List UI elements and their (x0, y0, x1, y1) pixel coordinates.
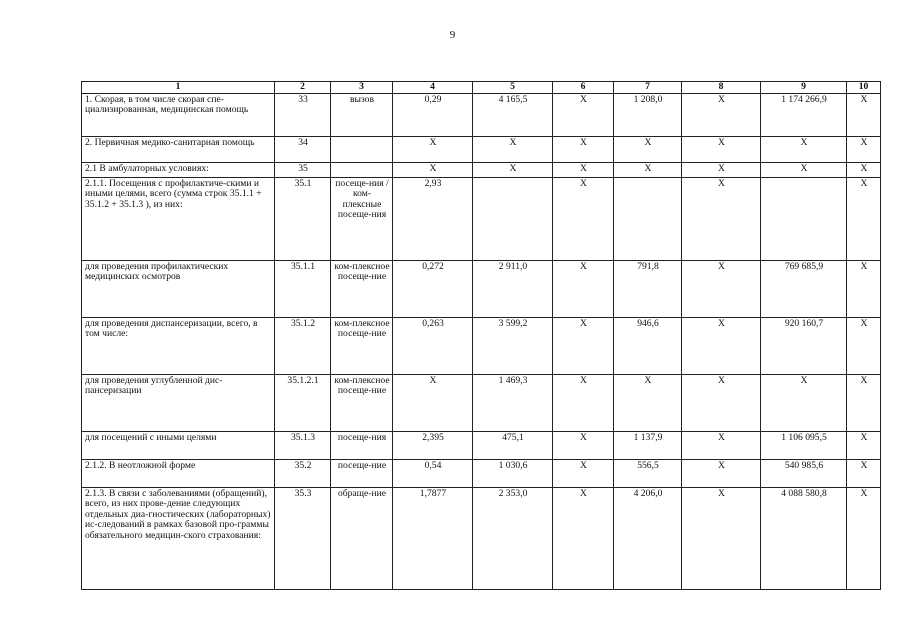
cell-col5: 1 030,6 (473, 460, 553, 488)
cell-col5 (473, 178, 553, 261)
header-cell: 10 (847, 82, 881, 94)
cell-col9: X (761, 137, 847, 163)
cell-col4: 0,54 (393, 460, 473, 488)
cell-col9: 540 985,6 (761, 460, 847, 488)
page-number: 9 (449, 29, 456, 41)
cell-col10: X (847, 137, 881, 163)
cell-col5: 4 165,5 (473, 94, 553, 137)
cell-col8: X (682, 137, 761, 163)
header-cell: 2 (275, 82, 331, 94)
row-unit: посеще-ние (331, 460, 393, 488)
cell-col7: 1 137,9 (614, 432, 682, 460)
cell-col5: X (473, 163, 553, 178)
cell-col7: X (614, 375, 682, 432)
cell-col6: X (553, 488, 614, 590)
row-unit: посеще-ния / ком-плексные посеще-ния (331, 178, 393, 261)
table-row (82, 432, 881, 460)
table-row (82, 375, 881, 432)
cell-col8: X (682, 488, 761, 590)
row-unit: вызов (331, 94, 393, 137)
header-cell: 4 (393, 82, 473, 94)
cell-col9: 920 160,7 (761, 318, 847, 375)
cell-col4: 0,263 (393, 318, 473, 375)
row-label: для посещений с иными целями (82, 432, 275, 460)
cell-col7: X (614, 163, 682, 178)
cell-col9 (761, 178, 847, 261)
header-cell: 1 (82, 82, 275, 94)
row-code: 35.1 (275, 178, 331, 261)
header-cell: 8 (682, 82, 761, 94)
cell-col8: X (682, 94, 761, 137)
cell-col9: 1 174 266,9 (761, 94, 847, 137)
row-unit (331, 137, 393, 163)
cell-col10: X (847, 178, 881, 261)
cell-col10: X (847, 375, 881, 432)
header-cell: 7 (614, 82, 682, 94)
row-label: для проведения диспансеризации, всего, в том числе: (82, 318, 275, 375)
cell-col10: X (847, 460, 881, 488)
cell-col5: 3 599,2 (473, 318, 553, 375)
cell-col6: X (553, 137, 614, 163)
cell-col4: 1,7877 (393, 488, 473, 590)
cell-col4: X (393, 163, 473, 178)
cell-col5: 2 911,0 (473, 261, 553, 318)
cell-col9: 4 088 580,8 (761, 488, 847, 590)
cell-col5: X (473, 137, 553, 163)
row-unit (331, 163, 393, 178)
cell-col7: 791,8 (614, 261, 682, 318)
header-cell: 6 (553, 82, 614, 94)
cell-col5: 1 469,3 (473, 375, 553, 432)
cell-col8: X (682, 178, 761, 261)
row-label: 2.1 В амбулаторных условиях: (82, 163, 275, 178)
row-code: 33 (275, 94, 331, 137)
header-cell: 3 (331, 82, 393, 94)
cell-col9: 1 106 095,5 (761, 432, 847, 460)
cell-col7: X (614, 137, 682, 163)
row-unit: обраще-ние (331, 488, 393, 590)
table-row (82, 178, 881, 261)
cell-col6: X (553, 460, 614, 488)
cell-col10: X (847, 94, 881, 137)
table-row (82, 163, 881, 178)
cell-col4: 2,93 (393, 178, 473, 261)
cell-col6: X (553, 318, 614, 375)
cell-col10: X (847, 318, 881, 375)
row-label: 2. Первичная медико-санитарная помощь (82, 137, 275, 163)
cell-col8: X (682, 318, 761, 375)
header-cell: 5 (473, 82, 553, 94)
cell-col10: X (847, 488, 881, 590)
row-code: 35.1.2.1 (275, 375, 331, 432)
row-label: для проведения профилактических медицинских осмотров (82, 261, 275, 318)
row-unit: ком-плексное посеще-ние (331, 318, 393, 375)
cell-col7: 556,5 (614, 460, 682, 488)
cell-col4: 0,272 (393, 261, 473, 318)
cell-col6: X (553, 375, 614, 432)
cell-col10: X (847, 261, 881, 318)
cell-col8: X (682, 261, 761, 318)
row-label: 2.1.2. В неотложной форме (82, 460, 275, 488)
row-unit: посеще-ния (331, 432, 393, 460)
table-row (82, 94, 881, 137)
row-code: 34 (275, 137, 331, 163)
cell-col8: X (682, 163, 761, 178)
row-code: 35.1.2 (275, 318, 331, 375)
cell-col10: X (847, 432, 881, 460)
table-row (82, 137, 881, 163)
row-code: 35 (275, 163, 331, 178)
cell-col4: X (393, 137, 473, 163)
cell-col5: 475,1 (473, 432, 553, 460)
cell-col8: X (682, 375, 761, 432)
cell-col7: 946,6 (614, 318, 682, 375)
row-label: для проведения углубленной дис-пансеризации (82, 375, 275, 432)
cell-col9: X (761, 163, 847, 178)
table-row (82, 488, 881, 590)
row-label: 2.1.3. В связи с заболеваниями (обращений), всего, из них прове-дение следующих отдельных диа-гностических (лабораторных) ис-следований в рамках базовой про-граммы обязательного медицин-ского страхования: (82, 488, 275, 590)
row-label: 1. Скорая, в том числе скорая спе-циализированная, медицинская помощь (82, 94, 275, 137)
header-row (82, 82, 881, 94)
row-label: 2.1.1. Посещения с профилактиче-скими и иными целями, всего (сумма строк 35.1.1 + 35.1.2 + 35.1.3 ), из них: (82, 178, 275, 261)
cell-col8: X (682, 460, 761, 488)
cell-col8: X (682, 432, 761, 460)
cell-col6: X (553, 94, 614, 137)
table-row (82, 318, 881, 375)
row-unit: ком-плексное посеще-ние (331, 375, 393, 432)
cell-col6: X (553, 178, 614, 261)
row-code: 35.3 (275, 488, 331, 590)
row-code: 35.1.3 (275, 432, 331, 460)
table-row (82, 460, 881, 488)
cell-col10: X (847, 163, 881, 178)
cell-col4: 2,395 (393, 432, 473, 460)
table-row (82, 261, 881, 318)
cell-col6: X (553, 163, 614, 178)
cell-col6: X (553, 432, 614, 460)
cell-col7: 1 208,0 (614, 94, 682, 137)
cell-col5: 2 353,0 (473, 488, 553, 590)
header-cell: 9 (761, 82, 847, 94)
cell-col7 (614, 178, 682, 261)
financing-table (81, 81, 881, 590)
cell-col6: X (553, 261, 614, 318)
cell-col7: 4 206,0 (614, 488, 682, 590)
row-unit: ком-плексное посеще-ние (331, 261, 393, 318)
cell-col9: 769 685,9 (761, 261, 847, 318)
row-code: 35.2 (275, 460, 331, 488)
row-code: 35.1.1 (275, 261, 331, 318)
cell-col9: X (761, 375, 847, 432)
cell-col4: X (393, 375, 473, 432)
cell-col4: 0,29 (393, 94, 473, 137)
